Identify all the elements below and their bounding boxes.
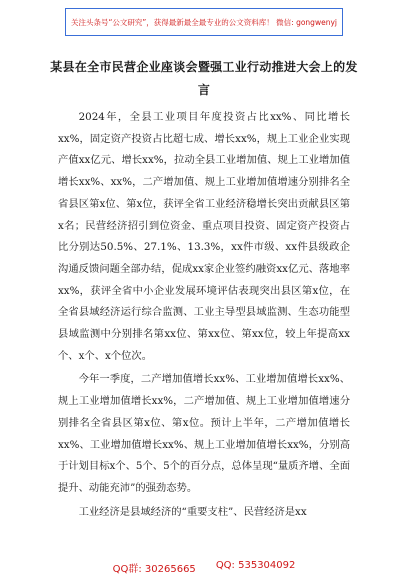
paragraph-1: 2024年，全县工业项目年度投资占比xx%、同比增长xx%，固定资产投资占比超七成、增长xx%，规上工业企业实现产值xx亿元、增长xx%，拉动全县工业增加值、规上工业增加值增长xx%、xx%，二产增加值、规上工业增加值增速分别排名全省县区第x位、第x位，获评全省工业经济稳增长突出贡献县区第x名；民营经济招引到位资金、重点项目投资、固定资产投资占比分别达50.5%、27.1%、13.3%，xx件市级、xx件县级政企沟通反馈问题全部办结，促成xx家企业签约融资xx亿元、落地率xx%，获评全省中小企业发展环境评估表现突出县区第x位，在全省县域经济运行综合监测、工业主导型县域监测、生态功能型县域监测中分别排名第xx位、第xx位、第xx位，较上年提高xx个、x个、x个位次。: [58, 111, 350, 362]
footer-qq-group: QQ群: 30265665: [112, 564, 196, 575]
footer-contact: [0, 560, 408, 576]
footer-qq: QQ: 535304092: [215, 560, 296, 571]
document-title: 某县在全市民营企业座谈会暨强工业行动推进大会上的发言: [50, 60, 358, 97]
paragraph-3: 工业经济是县域经济的“重要支柱”、民营经济是xx: [78, 505, 307, 518]
document-body: [58, 107, 350, 525]
header-banner: [65, 8, 343, 36]
paragraph-2: 今年一季度，二产增加值增长xx%、工业增加值增长xx%、规上工业增加值增长xx%，二产增加值、规上工业增加值增速分别排名全省县区第x位、第x位。预计上半年，二产增加值增长xx%、工业增加值增长xx%、规上工业增加值增长xx%，分别高于计划目标x个、5个、5个的百分点，总体呈现“量质齐增、全面提升、动能充沛”的强劲态势。: [58, 373, 350, 494]
banner-text: 关注头条号“公文研究”，获得最新最全最专业的公文资料库！ 微信: gongwenyj: [71, 17, 337, 27]
